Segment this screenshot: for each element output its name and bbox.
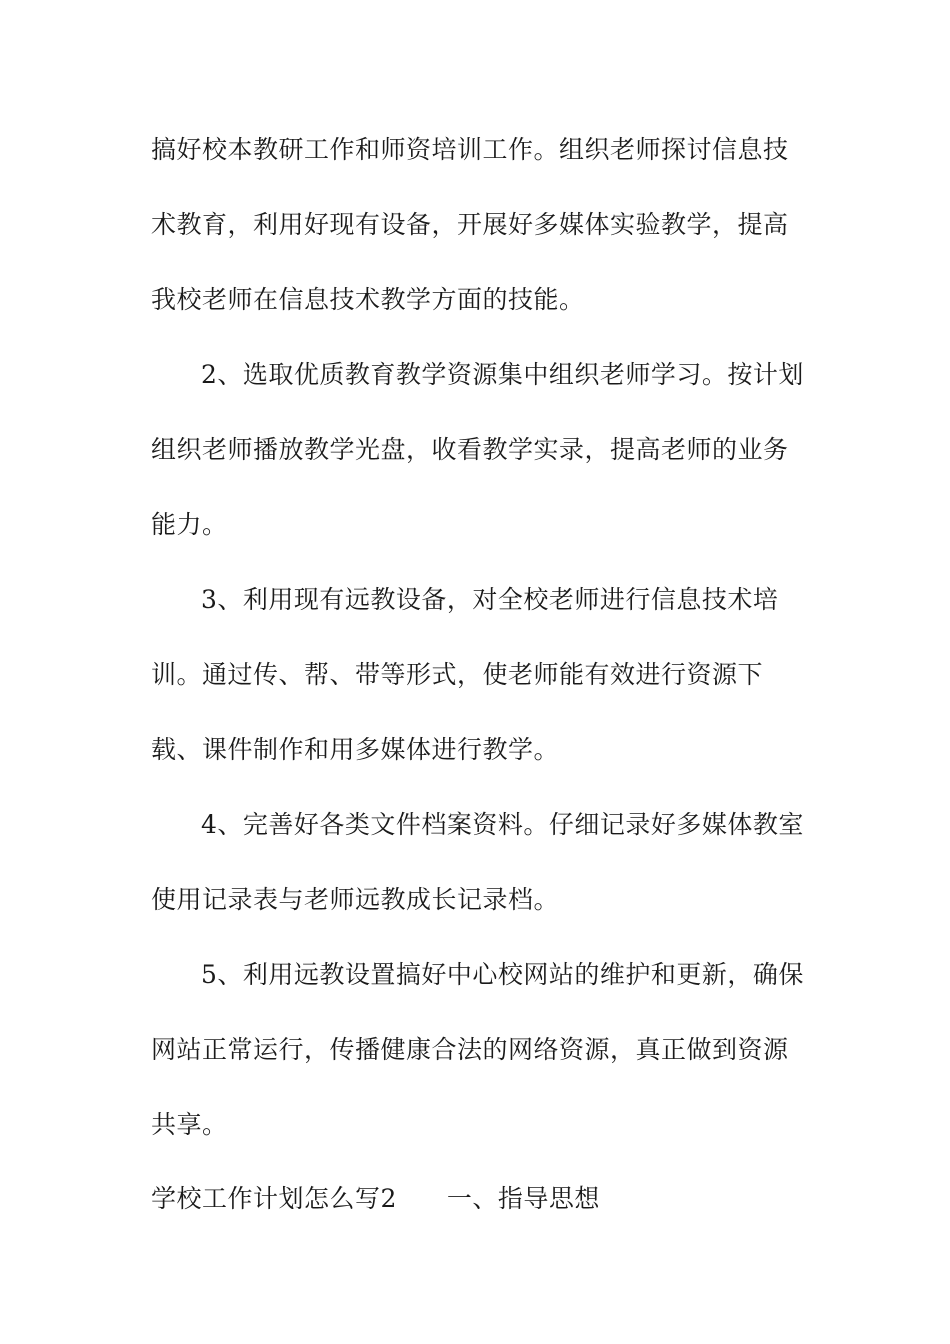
- section-heading: [151, 1183, 600, 1215]
- text-line: 共享。: [151, 1110, 228, 1139]
- text-line: 搞好校本教研工作和师资培训工作。组织老师探讨信息技: [151, 135, 789, 164]
- list-item-2-line: 2、选取优质教育教学资源集中组织老师学习。按计划: [201, 360, 804, 389]
- list-item-4-line: 4、完善好各类文件档案资料。仔细记录好多媒体教室: [201, 810, 804, 839]
- list-item-5-line: 5、利用远教设置搞好中心校网站的维护和更新，确保: [201, 960, 804, 989]
- list-item-3-line: 3、利用现有远教设备，对全校老师进行信息技术培: [201, 585, 779, 614]
- text-line: 我校老师在信息技术教学方面的技能。: [151, 285, 585, 314]
- text-line: 术教育，利用好现有设备，开展好多媒体实验教学，提高: [151, 210, 789, 239]
- text-line: 载、课件制作和用多媒体进行教学。: [151, 735, 560, 764]
- section-subtitle: 一、指导思想: [446, 1184, 600, 1213]
- text-line: 使用记录表与老师远教成长记录档。: [151, 885, 560, 914]
- section-title: 学校工作计划怎么写2: [151, 1184, 397, 1213]
- text-line: 组织老师播放教学光盘，收看教学实录，提高老师的业务: [151, 435, 789, 464]
- text-line: 训。通过传、帮、带等形式，使老师能有效进行资源下: [151, 660, 764, 689]
- text-line: 能力。: [151, 510, 228, 539]
- text-line: 网站正常运行，传播健康合法的网络资源，真正做到资源: [151, 1035, 789, 1064]
